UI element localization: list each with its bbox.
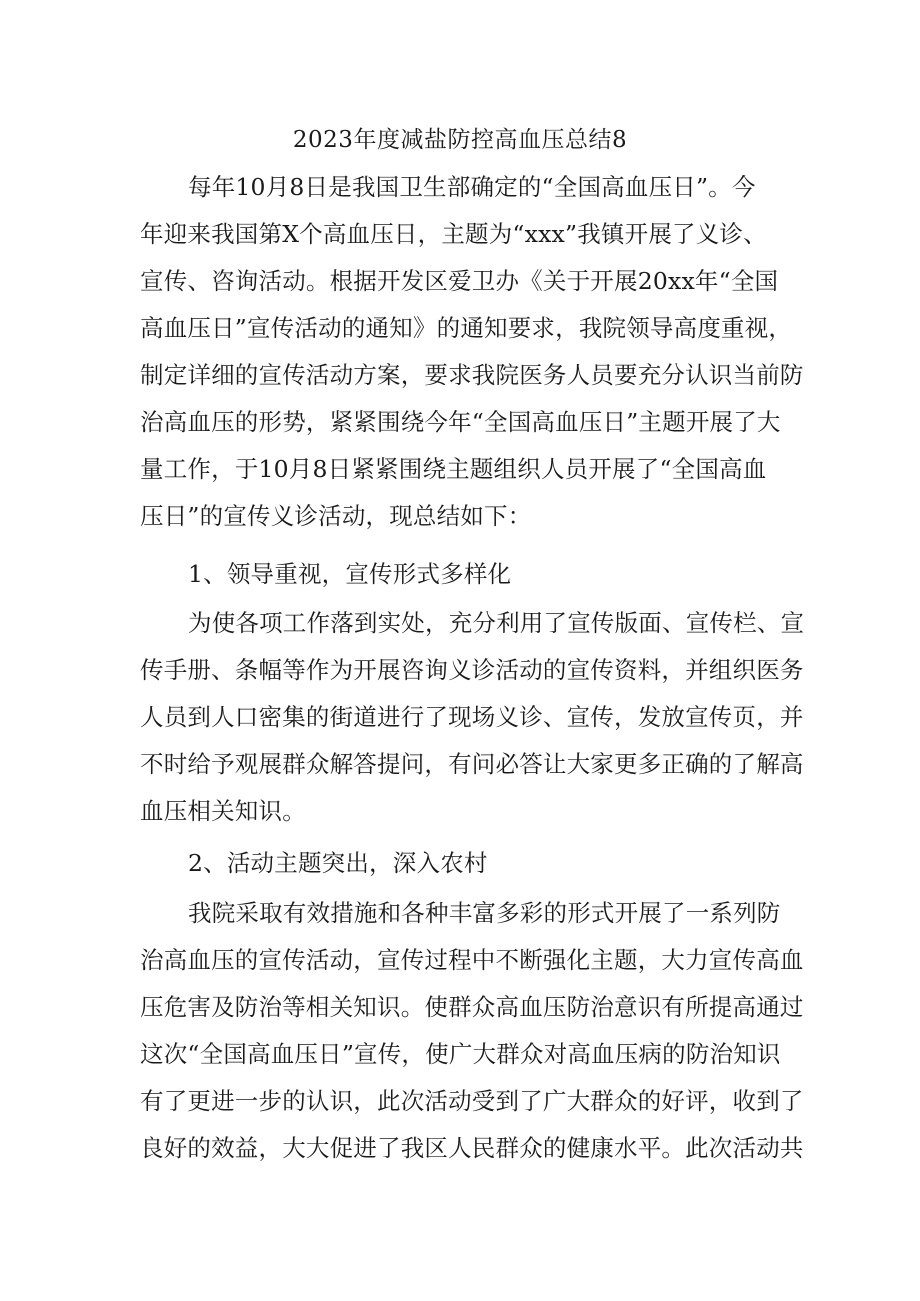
paragraph-1-line-5: 制定详细的宣传活动方案，要求我院医务人员要充分认识当前防 (140, 361, 804, 389)
paragraph-3-line-5: 有了更进一步的认识，此次活动受到了广大群众的好评，收到了 (140, 1087, 804, 1115)
paragraph-1-line-7: 量工作，于10月8日紧紧围绕主题组织人员开展了“全国高血 (140, 455, 767, 483)
section-heading-1: 1、领导重视，宣传形式多样化 (188, 560, 512, 588)
document-title: 2023年度减盐防控高血压总结8 (292, 127, 628, 153)
paragraph-3-line-3: 压危害及防治等相关知识。使群众高血压防治意识有所提高通过 (140, 993, 804, 1021)
paragraph-1-line-6: 治高血压的形势，紧紧围绕今年“全国高血压日”主题开展了大 (140, 408, 781, 436)
paragraph-3-line-6: 良好的效益，大大促进了我区人民群众的健康水平。此次活动共 (140, 1134, 804, 1162)
paragraph-2-line-2: 传手册、条幅等作为开展咨询义诊活动的宣传资料，并组织医务 (140, 656, 804, 684)
paragraph-3-line-2: 治高血压的宣传活动，宣传过程中不断强化主题，大力宣传高血 (140, 946, 804, 974)
section-heading-2: 2、活动主题突出，深入农村 (188, 849, 488, 877)
paragraph-3-line-4: 这次“全国高血压日”宣传，使广大群众对高血压病的防治知识 (140, 1040, 781, 1068)
paragraph-1-line-3: 宣传、咨询活动。根据开发区爱卫办《关于开展20xx年“全国 (140, 267, 779, 295)
paragraph-2-line-4: 不时给予观展群众解答提问，有问必答让大家更多正确的了解高 (140, 750, 804, 778)
paragraph-1-line-8: 压日”的宣传义诊活动，现总结如下： (140, 502, 532, 530)
paragraph-3-line-1: 我院采取有效措施和各种丰富多彩的形式开展了一系列防 (188, 899, 781, 927)
paragraph-2-line-1: 为使各项工作落到实处，充分利用了宣传版面、宣传栏、宣 (188, 609, 805, 637)
paragraph-1-line-4: 高血压日”宣传活动的通知》的通知要求，我院领导高度重视， (140, 314, 793, 342)
paragraph-1-line-2: 年迎来我国第X个高血压日，主题为“xxx”我镇开展了义诊、 (140, 220, 767, 248)
paragraph-2-line-5: 血压相关知识。 (140, 797, 306, 825)
paragraph-1-line-1: 每年10月8日是我国卫生部确定的“全国高血压日”。今 (188, 173, 756, 201)
paragraph-2-line-3: 人员到人口密集的街道进行了现场义诊、宣传，发放宣传页，并 (140, 703, 804, 731)
